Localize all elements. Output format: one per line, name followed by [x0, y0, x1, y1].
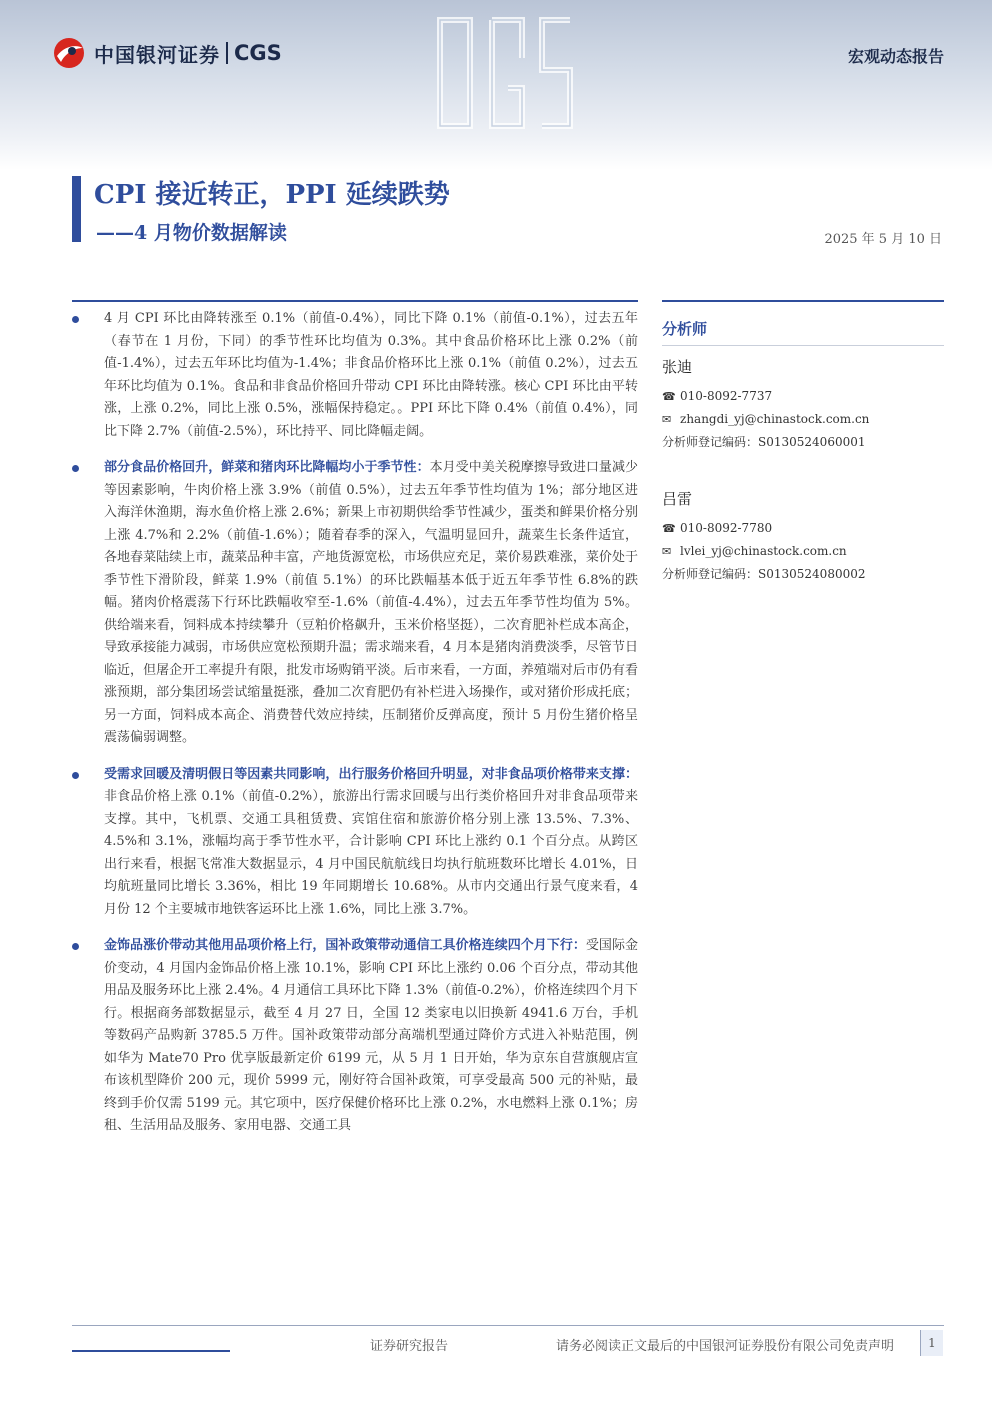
bullet-dot-icon: [72, 772, 79, 779]
analyst-divider: [662, 345, 944, 346]
bullet-text: 非食品价格上涨 0.1%（前值-0.2%），旅游出行需求回暖与出行类价格回升对非食品项带来支撑。其中，飞机票、交通工具租赁费、宾馆住宿和旅游价格分别上涨 13.5%、7.3%、4.5%和 3.1%，涨幅均高于季节性水平，合计影响 CPI 环比上涨约 0.1 个百分点。从跨区出行来看，根据飞常准大数据显示，4 月中国民航航线日均执行航班数环比增长 4.01%，日均航班量同比增长 3.36%，相比 19 年同期增长 10.68%。从市内交通出行景气度来看，4 月份 12 个主要城市地铁客运环比上涨 1.6%，同比上涨 3.7%。: [104, 789, 638, 917]
footer-accent-rule: [72, 1350, 230, 1352]
logo-divider: [226, 42, 228, 64]
analyst-panel: [662, 300, 944, 620]
analyst-reg-no: S0130524080002: [758, 567, 866, 581]
bullet-lead: 部分食品价格回升，鲜菜和猪肉环比降幅均小于季节性：: [104, 460, 430, 475]
analyst-email[interactable]: zhangdi_yj@chinastock.com.cn: [680, 412, 870, 426]
analyst-reg-label: 分析师登记编码：: [662, 435, 759, 449]
report-type: 宏观动态报告: [847, 47, 944, 66]
analyst-top-rule: [662, 300, 944, 302]
logo-english-name: CGS: [234, 41, 282, 65]
galaxy-logo-icon: [52, 36, 86, 70]
analyst-name: 吕雷: [662, 490, 693, 508]
report-subtitle: ——4 月物价数据解读: [96, 222, 287, 244]
phone-icon: ☎: [662, 390, 676, 403]
bullet-text: 4 月 CPI 环比由降转涨至 0.1%（前值-0.4%），同比下降 0.1%（前值-0.1%），过去五年（春节在 1 月份，下同）的季节性环比均值为 0.3%。其中食品价格环比上涨 0.2%（前值-1.4%），过去五年环比均值为-1.4%；非食品价格环比上涨 0.1%（前值 0.2%），过去五年环比均值为 0.1%。食品和非食品价格回升带动 CPI 环比由降转涨。核心 CPI 环比由平转涨，上涨 0.2%，同比上涨 0.5%，涨幅保持稳定。。PPI 环比下降 0.4%（前值 0.4%），同比下降 2.7%（前值-2.5%），环比持平、同比降幅走阔。: [104, 311, 638, 439]
bullet-text: 本月受中美关税摩擦导致进口量减少等因素影响，牛肉价格上涨 3.9%（前值 0.5%），过去五年季节性均值为 1%；部分地区进入海洋休渔期，海水鱼价格上涨 2.6%；新果上市初期供给季节性减少，蛋类和鲜果价格分别上涨 4.7%和 2.2%（前值-1.6%）；随着春季的深入，气温明显回升，蔬菜生长条件适宜，各地春菜陆续上市，蔬菜品种丰富，产地货源宽松，市场供应充足，菜价易跌难涨，菜价处于季节性下滑阶段，鲜菜 1.9%（前值 5.1%）的环比跌幅基本低于近五年季节性 6.8%的跌幅。猪肉价格震荡下行环比跌幅收窄至-1.6%（前值-4.4%），过去五年季节性均值为 5%。供给端来看，饲料成本持续攀升（豆粕价格飙升，玉米价格坚挺），二次育肥补栏成本高企，导致承接能力减弱，市场供应宽松预期升温；需求端来看，4 月本是猪肉消费淡季，尽管节日临近，但屠企开工率提升有限，批发市场购销平淡。后市来看，一方面，养殖端对后市仍有看涨预期，部分集团场尝试缩量挺涨，叠加二次育肥仍有补栏进入场操作，或对猪价形成托底；另一方面，饲料成本高企、消费替代效应持续，压制猪价反弹高度，预计 5 月份生猪价格呈震荡偏弱调整。: [104, 460, 638, 745]
summary-top-rule: [72, 300, 638, 302]
bullet-dot-icon: [72, 465, 79, 472]
analyst-phone: 010-8092-7780: [680, 521, 773, 535]
title-accent-bar: [72, 176, 81, 242]
bullet-lead: 金饰品涨价带动其他用品项价格上行，国补政策带动通信工具价格连续四个月下行：: [104, 938, 586, 953]
company-logo: [52, 36, 282, 70]
page-number: 1: [920, 1330, 943, 1356]
analyst-reg-no: S0130524060001: [758, 435, 866, 449]
summary-bullet: [72, 308, 638, 443]
analyst-card: [662, 488, 944, 586]
email-icon: ✉: [662, 545, 672, 558]
cgs-watermark: [430, 8, 580, 138]
analyst-card: [662, 356, 944, 454]
analyst-name: 张迪: [662, 358, 693, 376]
bullet-dot-icon: [72, 943, 79, 950]
summary-bullet: [72, 457, 638, 750]
summary-bullet: [72, 935, 638, 1138]
report-date: 2025 年 5 月 10 日: [824, 232, 942, 247]
bullet-dot-icon: [72, 316, 79, 323]
report-title: CPI 接近转正，PPI 延续跌势: [94, 180, 450, 210]
analyst-email[interactable]: lvlei_yj@chinastock.com.cn: [680, 544, 847, 558]
footer-rule: [72, 1325, 944, 1326]
logo-chinese-name: 中国银河证券: [94, 42, 220, 67]
summary-column: [72, 300, 638, 1152]
summary-bullet: [72, 764, 638, 922]
phone-icon: ☎: [662, 522, 676, 535]
email-icon: ✉: [662, 413, 672, 426]
analyst-section-title: 分析师: [662, 320, 708, 338]
footer-disclaimer: 请务必阅读正文最后的中国银河证券股份有限公司免责声明: [556, 1339, 895, 1354]
footer-label: 证券研究报告: [370, 1339, 449, 1354]
analyst-reg-label: 分析师登记编码：: [662, 567, 759, 581]
bullet-text: 受国际金价变动，4 月国内金饰品价格上涨 10.1%，影响 CPI 环比上涨约 0.06 个百分点，带动其他用品及服务环比上涨 2.4%。4 月通信工具环比下降 1.3%（前值-0.2%），价格连续四个月下行。根据商务部数据显示，截至 4 月 27 日，全国 12 类家电以旧换新 4941.6 万台，手机等数码产品购新 3785.5 万件。国补政策带动部分高端机型通过降价方式进入补贴范围，例如华为 Mate70 Pro 优享版最新定价 6199 元，从 5 月 1 日开始，华为京东自营旗舰店宣布该机型降价 200 元，现价 5999 元，刚好符合国补政策，可享受最高 500 元的补贴，最终到手价仅需 5199 元。其它项中，医疗保健价格环比上涨 0.2%，水电燃料上涨 0.1%；房租、生活用品及服务、家用电器、交通工具: [104, 938, 638, 1133]
bullet-lead: 受需求回暖及清明假日等因素共同影响，出行服务价格回升明显，对非食品项价格带来支撑：: [104, 766, 638, 782]
analyst-phone: 010-8092-7737: [680, 389, 773, 403]
